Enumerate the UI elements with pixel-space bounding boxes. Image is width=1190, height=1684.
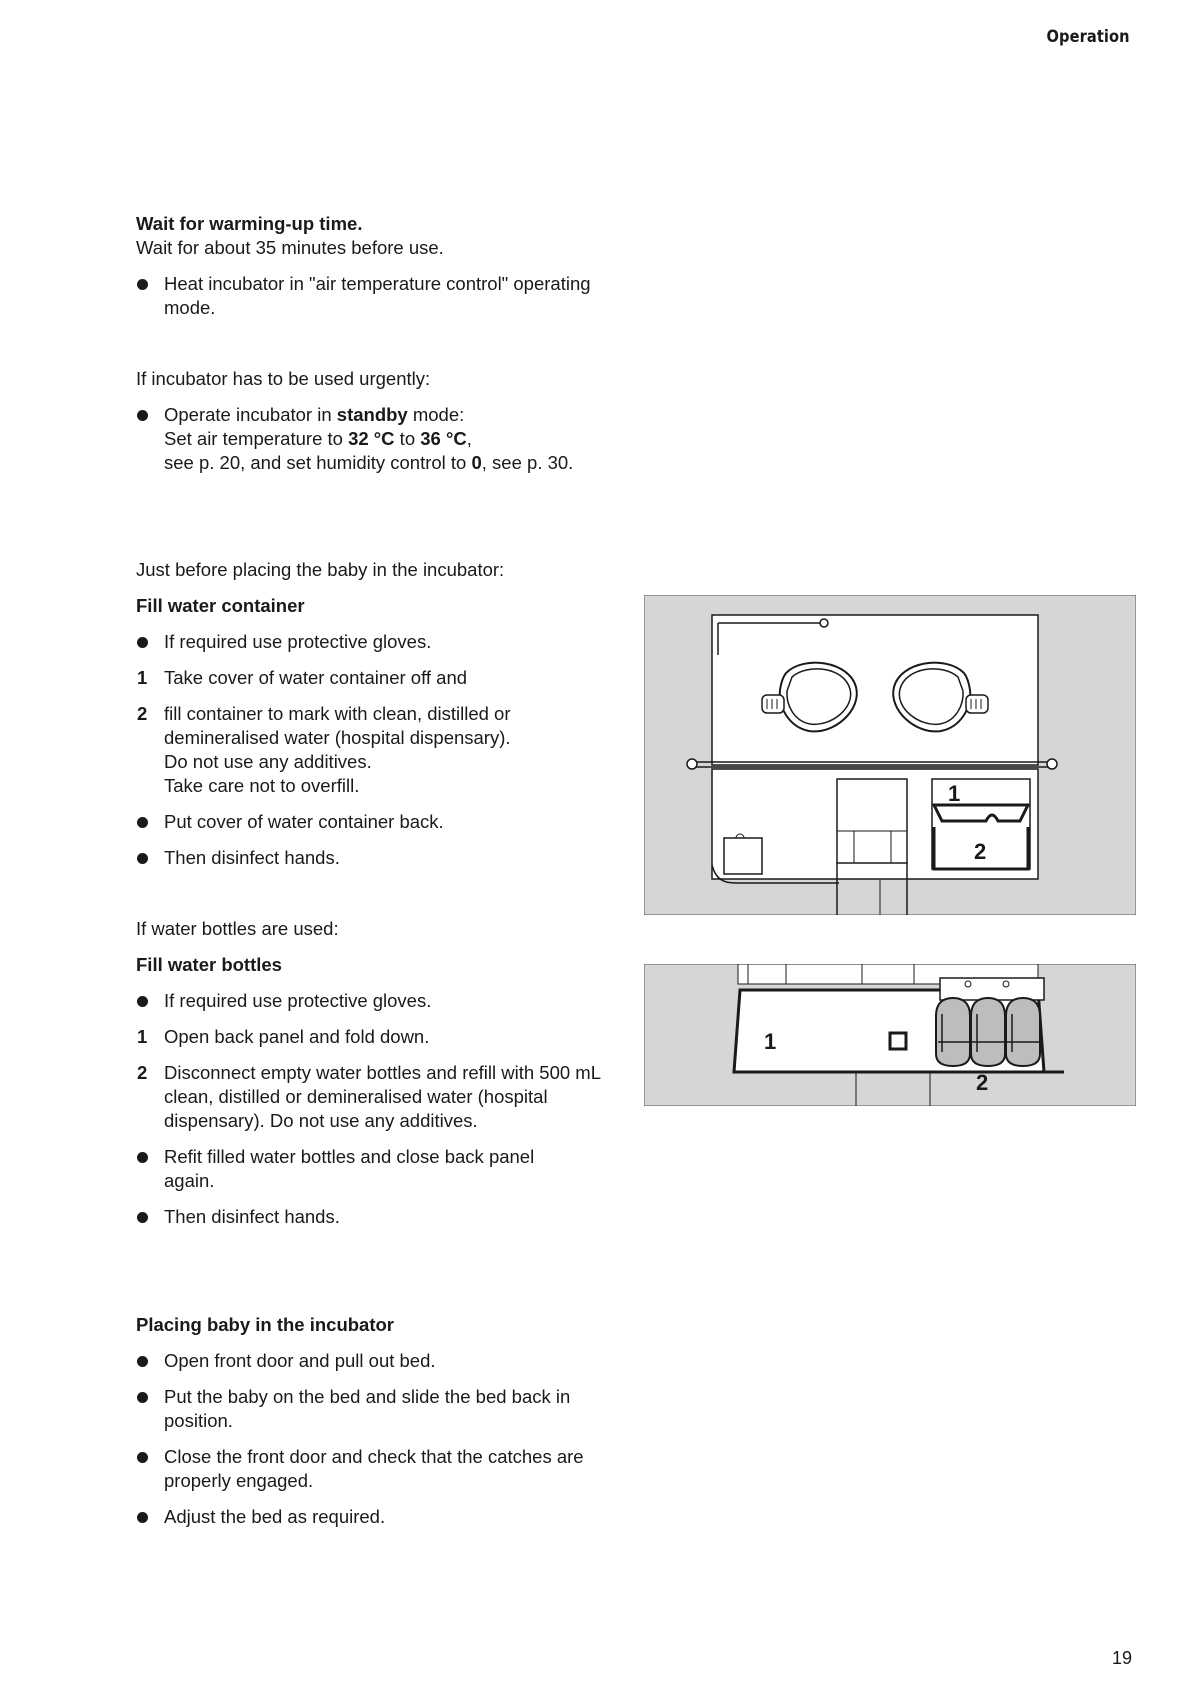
warmup-text: Wait for about 35 minutes before use. xyxy=(136,237,444,258)
step-item: 2 fill container to mark with clean, distilled or demineralised water (hospital dispensary). Do not use any additives. Take care not to overfill. xyxy=(137,703,511,796)
warmup-bullet: Heat incubator in "air temperature control" operating mode. xyxy=(136,272,636,320)
placing-heading: Placing baby in the incubator xyxy=(136,1314,395,1335)
warmup-section xyxy=(136,212,636,320)
fill-container-intro: Just before placing the baby in the incubator: xyxy=(136,559,505,580)
list-item: If required use protective gloves. xyxy=(136,630,636,654)
section-title: Operation xyxy=(1046,27,1130,47)
incubator-hood xyxy=(712,615,1038,765)
water-container-figure xyxy=(644,595,1136,915)
fill-container-section xyxy=(136,558,636,870)
list-item: Close the front door and check that the catches are properly engaged. xyxy=(136,1445,604,1493)
warmup-heading: Wait for warming-up time. xyxy=(136,213,363,234)
water-bottles-icon xyxy=(936,998,1040,1066)
list-item: Refit filled water bottles and close back panel again. xyxy=(136,1145,564,1193)
figure2-label-2: 2 xyxy=(976,1070,989,1095)
step-item: 1 Take cover of water container off and xyxy=(137,667,468,688)
fill-bottles-intro: If water bottles are used: xyxy=(136,918,339,939)
list-item: Put the baby on the bed and slide the bed back in position. xyxy=(136,1385,604,1433)
water-bottles-figure xyxy=(644,964,1136,1106)
urgent-bullet: Operate incubator in standby mode: Set air temperature to 32 °C to 36 °C, see p. 20, and set humidity control to 0, see p. 30. xyxy=(136,403,636,475)
list-item: Adjust the bed as required. xyxy=(136,1505,636,1529)
step-item: 1 Open back panel and fold down. xyxy=(137,1026,430,1047)
placing-section xyxy=(136,1313,636,1529)
urgent-section xyxy=(136,367,636,475)
panel-latch-icon xyxy=(890,1033,906,1049)
list-item: Open front door and pull out bed. xyxy=(136,1349,636,1373)
page-number: 19 xyxy=(1111,1648,1132,1668)
list-item: If required use protective gloves. xyxy=(136,989,636,1013)
fill-bottles-section xyxy=(136,917,636,1229)
figure1-label-1: 1 xyxy=(948,781,961,806)
list-item: Then disinfect hands. xyxy=(136,846,636,870)
figure1-label-2: 2 xyxy=(974,839,987,864)
step-item: 2 Disconnect empty water bottles and refill with 500 mL clean, distilled or demineralised water (hospital dispensary). Do not use any additives. xyxy=(137,1062,601,1131)
figure2-label-1: 1 xyxy=(764,1029,777,1054)
fill-container-heading: Fill water container xyxy=(136,595,305,616)
fill-bottles-heading: Fill water bottles xyxy=(136,954,282,975)
list-item: Put cover of water container back. xyxy=(136,810,636,834)
list-item: Then disinfect hands. xyxy=(136,1205,636,1229)
urgent-intro: If incubator has to be used urgently: xyxy=(136,368,431,389)
